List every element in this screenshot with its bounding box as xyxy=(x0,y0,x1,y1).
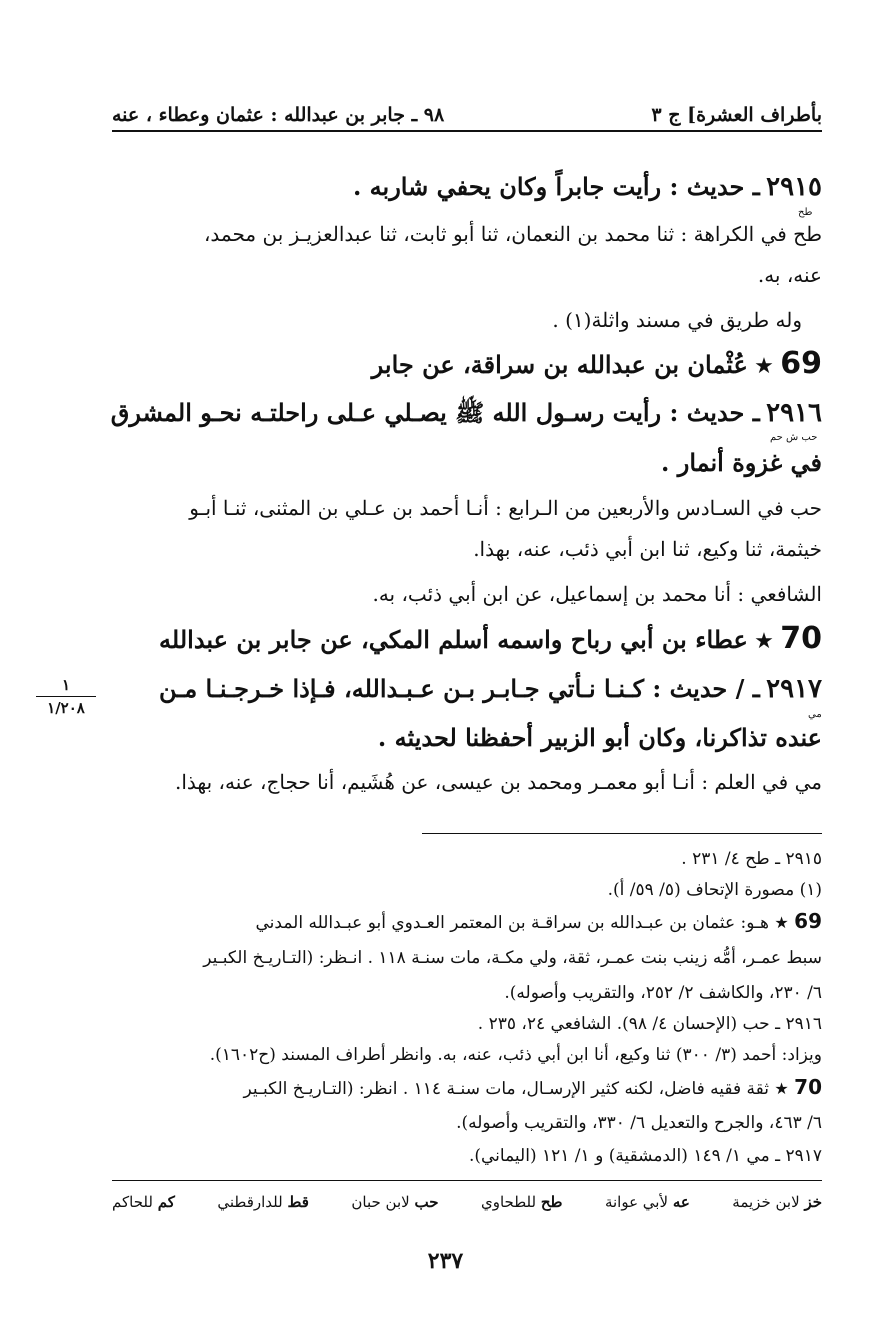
star-icon: ★ xyxy=(774,913,789,932)
page-number: ٢٣٧ xyxy=(427,1248,464,1274)
abbr-code: كم xyxy=(157,1193,175,1211)
narrator-number: 70 xyxy=(780,621,822,656)
isnad-line xyxy=(112,263,822,287)
abbr-name: للحاكم xyxy=(112,1193,153,1211)
hadith-continuation xyxy=(112,723,822,752)
footnote-narrator-number: 70 xyxy=(794,1075,822,1099)
hadith-text: ـ حديث : رأيت جابراً وكان يحفي شاربه . xyxy=(352,172,760,201)
note-line xyxy=(112,308,822,332)
hadith-number: ٢٩١٧ xyxy=(766,674,822,704)
hadith-2915-heading xyxy=(112,172,822,202)
footnote-narrator-number: 69 xyxy=(794,909,822,933)
footnote-text: ويزاد: أحمد (٣/ ٣٠٠) ثنا وكيع، أنا ابن أبي ذئب، عنه، به. وانظر أطراف المسند (ح١٦٠٢). xyxy=(209,1045,822,1065)
abbr-item xyxy=(732,1193,822,1221)
footnote-text: ٢٩١٦ ـ حب (الإحسان ٤/ ٩٨). الشافعي ٢٤، ٢٣٥ . xyxy=(477,1014,822,1034)
abbr-item xyxy=(351,1193,438,1221)
hadith-text: ـ / حديث : كـنـا نـأتي جـابـر بـن عـبـدالله، فـإذا خـرجـنـا مـن xyxy=(159,674,760,703)
narrator-number: 69 xyxy=(780,346,822,381)
abbr-code: خز xyxy=(804,1193,822,1211)
footnote-line xyxy=(112,849,822,869)
isnad-text: حب في السـادس والأربعين من الـرابع : أنـا أحمد بن عـلي بن المثنى، ثنـا أبـو xyxy=(189,496,822,520)
abbr-name: للطحاوي xyxy=(480,1193,537,1211)
margin-page-ref xyxy=(36,676,96,717)
isnad-text: خيثمة، ثنا وكيع، ثنا ابن أبي ذئب، عنه، بهذا. xyxy=(473,537,822,561)
footnote-line xyxy=(112,983,822,1003)
narrator-text: عطاء بن أبي رباح واسمه أسلم المكي، عن جابر بن عبدالله xyxy=(159,625,748,654)
star-icon: ★ xyxy=(754,629,774,654)
margin-ref-bar xyxy=(36,696,96,697)
abbr-code: عه xyxy=(672,1193,690,1211)
abbr-name: للدارقطني xyxy=(217,1193,283,1211)
footnote-line xyxy=(112,1014,822,1034)
source-tag: مي xyxy=(808,709,822,720)
abbr-code: حب xyxy=(414,1193,439,1211)
header-rule xyxy=(112,130,822,132)
footnote-text: ٢٩١٥ ـ طح ٤/ ٢٣١ . xyxy=(681,849,822,869)
margin-ref-bottom: ١/٢٠٨ xyxy=(47,699,85,717)
isnad-line xyxy=(112,770,822,794)
abbr-item xyxy=(112,1193,175,1221)
abbr-name: لابن حبان xyxy=(351,1193,410,1211)
narrator-70-heading xyxy=(112,621,822,656)
hadith-2917-heading xyxy=(112,674,822,704)
footnote-text: ٦/ ٤٦٣، والجرح والتعديل ٦/ ٣٣٠، والتقريب وأصوله). xyxy=(456,1113,822,1133)
isnad-text: مي في العلم : أنـا أبو معمـر ومحمد بن عيسى، عن هُشَيم، أنا حجاج، عنه، بهذا. xyxy=(174,770,822,794)
abbr-name: لأبي عوانة xyxy=(604,1193,669,1211)
footnote-line xyxy=(112,1045,822,1065)
hadith-text: في غزوة أنمار . xyxy=(661,448,822,477)
isnad-line xyxy=(112,222,822,246)
hadith-2916-heading xyxy=(112,398,822,433)
header-book-title: بأطراف العشرة] ج ٣ xyxy=(651,104,822,126)
isnad-line xyxy=(112,537,822,561)
isnad-text: عنه، به. xyxy=(757,263,822,287)
note-text: وله طريق في مسند واثلة(١) . xyxy=(552,308,802,332)
footnote-text: ٢٩١٧ ـ مي ١/ ١٤٩ (الدمشقية) و ١/ ١٢١ (اليماني). xyxy=(468,1146,822,1166)
legend-rule xyxy=(112,1180,822,1181)
hadith-number: ٢٩١٥ xyxy=(766,172,822,202)
hadith-text: عنده تذاكرنا، وكان أبو الزبير أحفظنا لحديثه . xyxy=(377,723,822,752)
footnote-text: ثقة فقيه فاضل، لكنه كثير الإرسـال، مات سنـة ١١٤ . انظر: (التـاريـخ الكبـير xyxy=(243,1079,769,1099)
header-chapter-title: ٩٨ ـ جابر بن عبدالله : عثمان وعطاء ، عنه xyxy=(112,104,445,126)
footnote-text: (١) مصورة الإتحاف (٥/ ٥٩/ أ). xyxy=(607,880,822,900)
footnote-line xyxy=(112,1075,822,1099)
abbr-item xyxy=(481,1193,562,1221)
footnote-line xyxy=(112,1146,822,1166)
star-icon: ★ xyxy=(774,1079,789,1098)
source-tag: طح xyxy=(798,207,813,218)
isnad-text: الشافعي : أنا محمد بن إسماعيل، عن ابن أبي ذئب، به. xyxy=(372,582,822,606)
margin-ref-top: ١ xyxy=(61,676,71,694)
abbreviation-legend xyxy=(112,1193,822,1221)
hadith-text: ـ حديث : رأيت رسـول الله ﷺ يصـلي عـلى راحلتـه نحـو المشرق xyxy=(110,398,760,427)
narrator-text: عُثْمان بن عبدالله بن سراقة، عن جابر xyxy=(371,350,748,379)
abbr-code: طح xyxy=(540,1193,563,1211)
footnote-rule xyxy=(422,833,822,834)
isnad-text: طح في الكراهة : ثنا محمد بن النعمان، ثنا أبو ثابت، ثنا عبدالعزيـز بن محمد، xyxy=(203,222,822,246)
footnote-text: سبط عمـر، أمُّه زينب بنت عمـر، ثقة، ولي مكـة، مات سنـة ١١٨ . انـظر: (التـاريـخ الكبـير xyxy=(203,948,822,968)
isnad-line xyxy=(112,582,822,606)
isnad-line xyxy=(112,496,822,520)
star-icon: ★ xyxy=(754,354,774,379)
narrator-69-heading xyxy=(112,346,822,381)
hadith-number: ٢٩١٦ xyxy=(766,398,822,428)
footnote-line xyxy=(112,948,822,968)
footnote-line xyxy=(112,909,822,933)
abbr-name: لابن خزيمة xyxy=(732,1193,800,1211)
hadith-continuation xyxy=(112,448,822,477)
abbr-code: قط xyxy=(287,1193,309,1211)
footnote-text: ٦/ ٢٣٠، والكاشف ٢/ ٢٥٢، والتقريب وأصوله). xyxy=(504,983,822,1003)
footnote-line xyxy=(112,880,822,900)
abbr-item xyxy=(605,1193,690,1221)
running-header xyxy=(112,86,822,126)
footnote-line xyxy=(112,1113,822,1133)
footnote-text: هـو: عثمان بن عبـدالله بن سراقـة بن المعتمر العـدوي أبو عبـدالله المدني xyxy=(255,913,769,933)
abbr-item xyxy=(217,1193,309,1221)
source-tag: حب ش حم xyxy=(770,432,818,443)
